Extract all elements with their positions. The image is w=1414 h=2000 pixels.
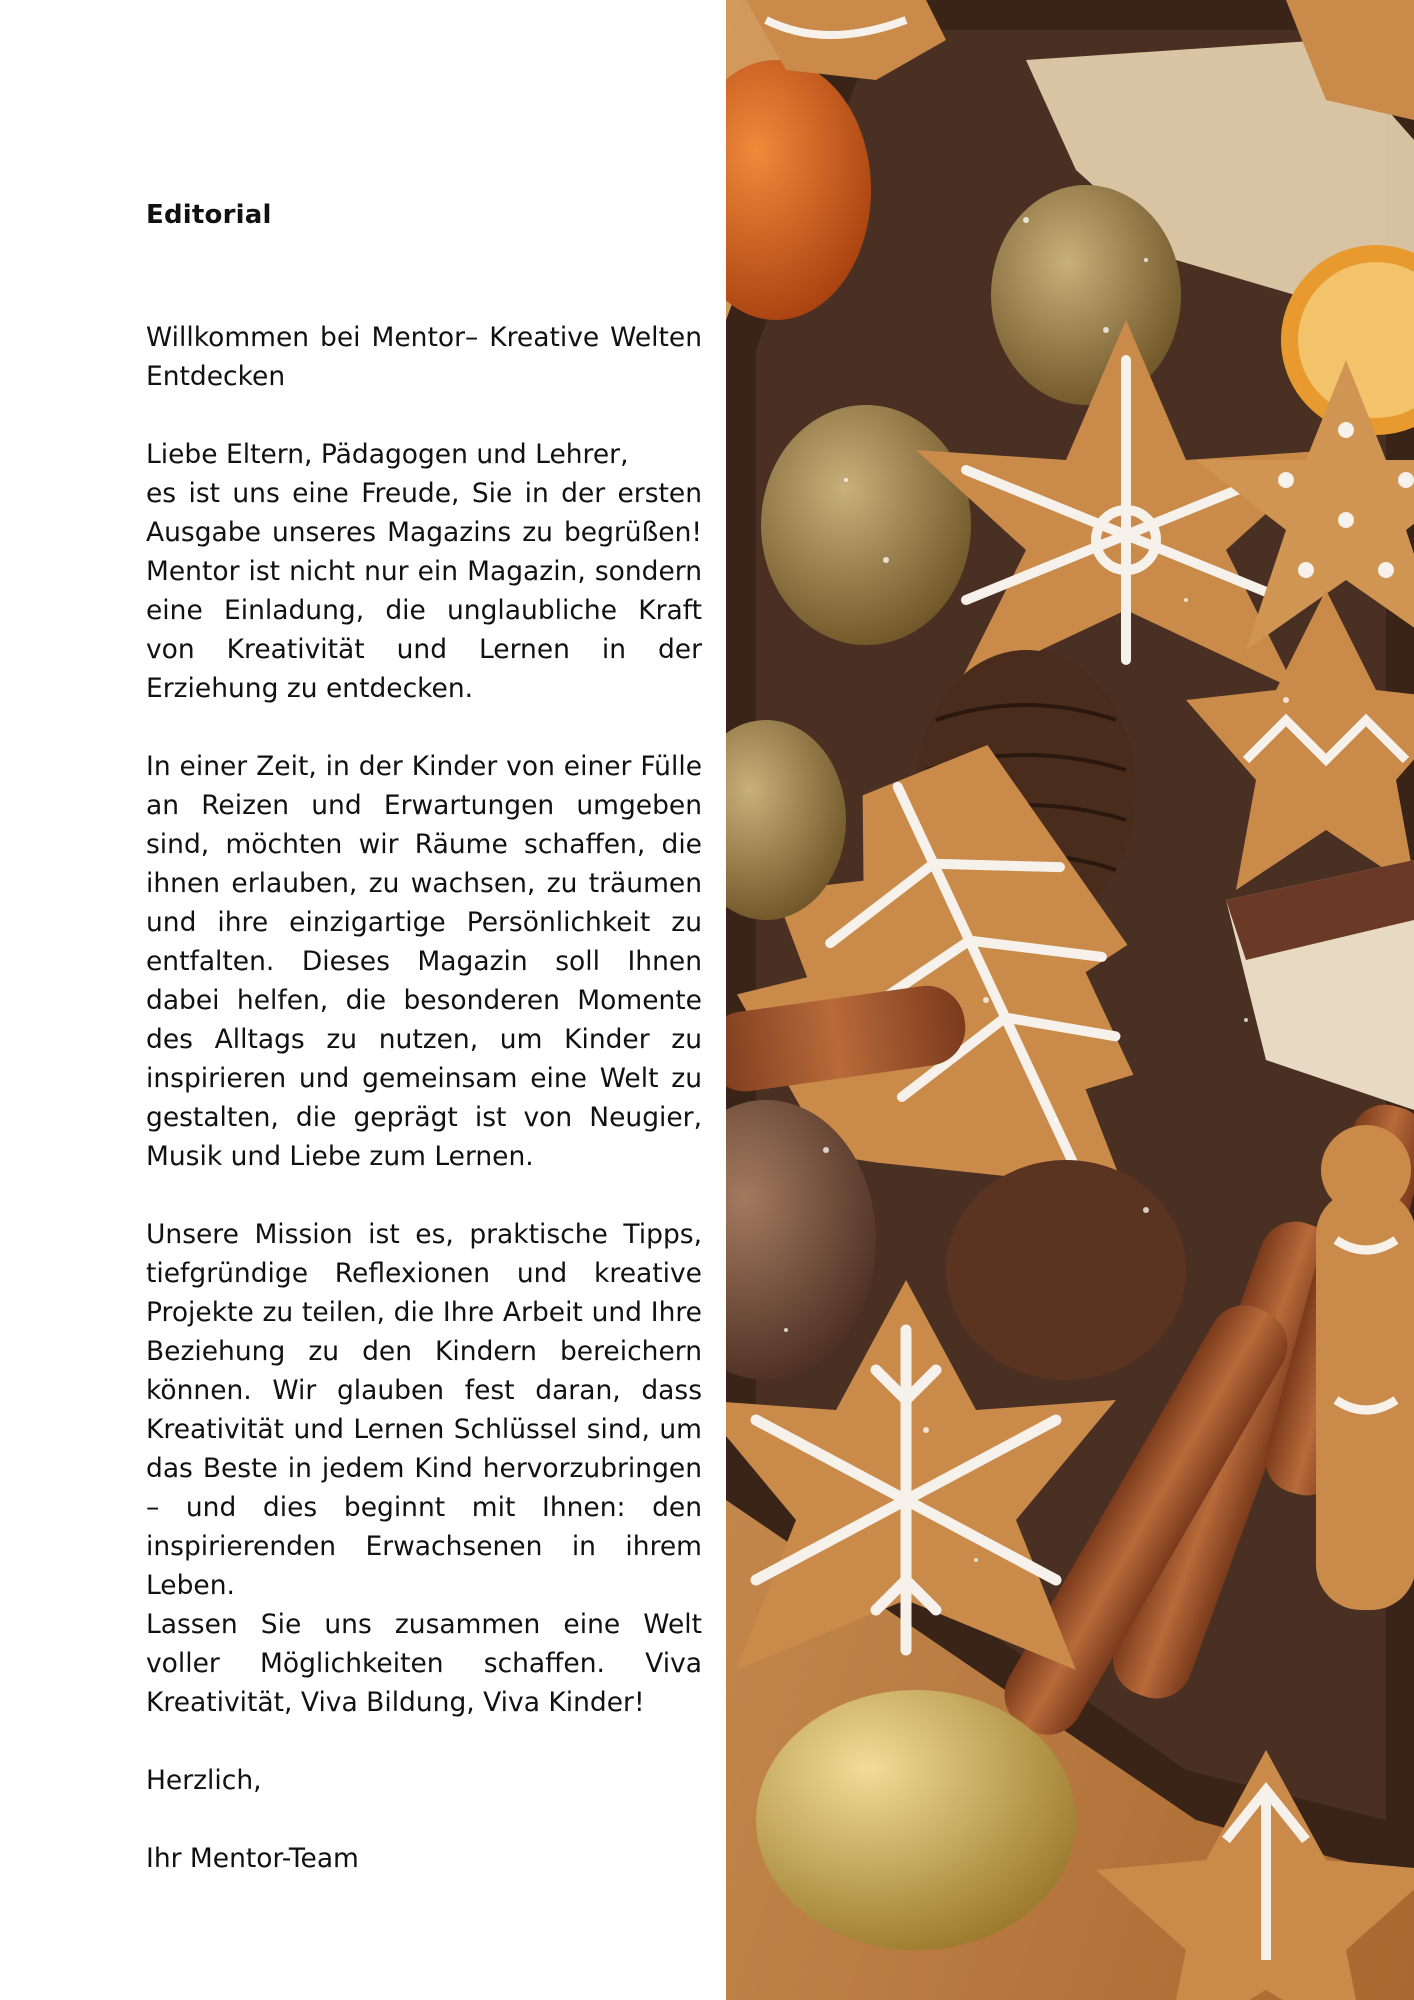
christmas-cookies-photo [726, 0, 1414, 2000]
closing: Herzlich, [146, 1765, 262, 1796]
walnut [991, 185, 1181, 405]
walnut [761, 405, 971, 645]
paragraph-context: In einer Zeit, in der Kinder von einer Fülle an Reizen und Erwartungen umgeben sind, möchten wir Räume schaffen, die ihnen erlauben, zu wachsen, zu träumen und ihre einzigartige Persönlichkeit zu entfalten. Dieses Magazin soll Ihnen dabei helfen, die besonderen Momente des Alltags zu nutzen, um Kinder zu inspirieren und gemeinsam eine Welt zu gestalten, die geprägt ist von Neugier, Musik und Liebe zum Lernen. [146, 751, 702, 1172]
golden-walnut [756, 1690, 1076, 1950]
signature: Ihr Mentor-Team [146, 1843, 359, 1874]
section-heading: Editorial [146, 200, 272, 230]
editorial-body [146, 318, 702, 1878]
greeting: Liebe Eltern, Pädagogen und Lehrer, [146, 439, 629, 470]
paragraph-call: Lassen Sie uns zusammen eine Welt voller Möglichkeiten schaffen. Viva Kreativität, Viva Bildung, Viva Kinder! [146, 1609, 702, 1718]
gingerbread-cookie [1316, 1125, 1414, 1610]
paragraph-mission: Unsere Mission ist es, praktische Tipps, tiefgründige Reflexionen und kreative Projekte zu teilen, die Ihre Arbeit und Ihre Beziehung zu den Kindern bereichern können. Wir glauben fest daran, dass Kreativität und Lernen Schlüssel sind, um das Beste in jedem Kind hervorzubringen – und dies beginnt mit Ihnen: den inspirierenden Erwachsenen in ihrem Leben. [146, 1219, 702, 1601]
cookies-illustration [726, 0, 1414, 2000]
editorial-title: Willkommen bei Mentor– Kreative Welten Entdecken [146, 322, 702, 392]
pine-cone [946, 1160, 1186, 1380]
paragraph-intro: es ist uns eine Freude, Sie in der ersten Ausgabe unseres Magazins zu begrüßen! Mentor ist nicht nur ein Magazin, sondern eine Einladung, die unglaubliche Kraft von Kreativität und Lernen in der Erziehung zu entdecken. [146, 478, 702, 704]
